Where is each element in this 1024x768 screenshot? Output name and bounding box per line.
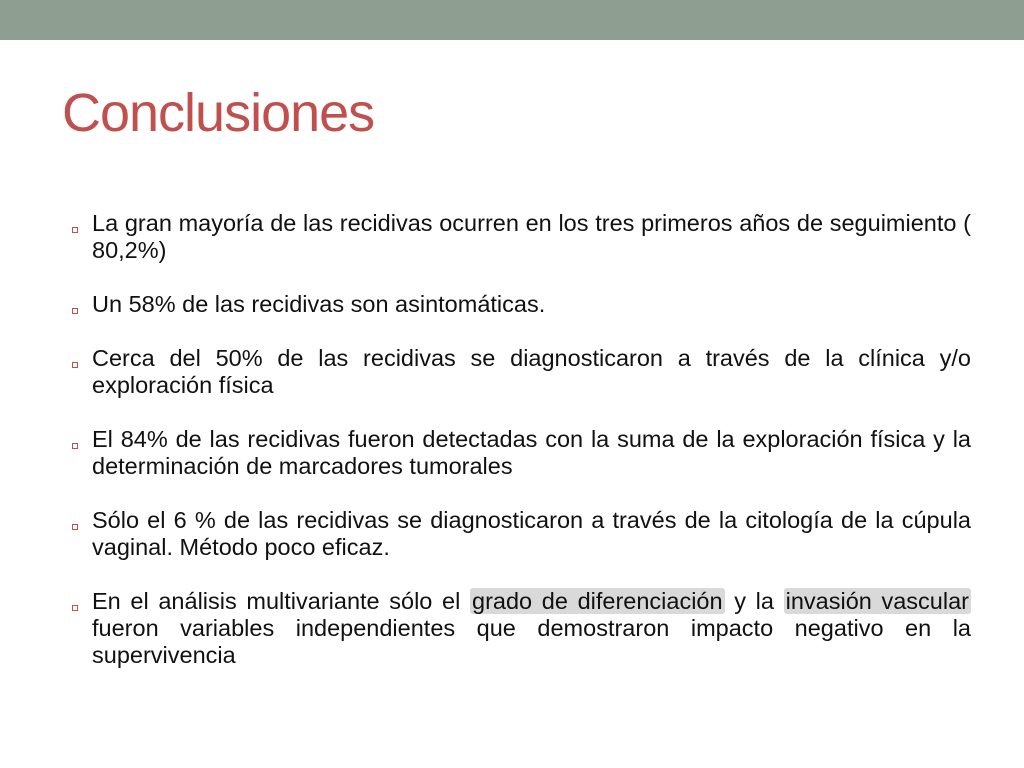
square-bullet-icon [72, 227, 78, 233]
square-bullet-icon [72, 362, 78, 368]
bullet-text: Sólo el 6 % de las recidivas se diagnosticaron a través de la citología de la cúpula vaginal. Método poco eficaz. [92, 507, 971, 560]
bullet-list [72, 210, 971, 696]
bullet-text [92, 588, 971, 668]
bullet-text: El 84% de las recidivas fueron detectadas con la suma de la exploración física y la determinación de marcadores tumorales [92, 426, 971, 479]
square-bullet-icon [72, 443, 78, 449]
bullet-item [72, 507, 971, 561]
bullet-text-part: En el análisis multivariante sólo el [92, 588, 470, 614]
bullet-text: La gran mayoría de las recidivas ocurren en los tres primeros años de seguimiento ( 80,2%) [92, 210, 971, 263]
top-accent-bar [0, 0, 1024, 40]
slide-title: Conclusiones [62, 83, 375, 143]
bullet-item [72, 210, 971, 264]
bullet-item [72, 291, 971, 318]
bullet-text-part: fueron variables independientes que demostraron impacto negativo en la supervivencia [92, 615, 971, 668]
bullet-text: Cerca del 50% de las recidivas se diagnosticaron a través de la clínica y/o exploración física [92, 345, 971, 398]
highlighted-term: grado de diferenciación [472, 588, 723, 614]
square-bullet-icon [72, 308, 78, 314]
square-bullet-icon [72, 524, 78, 530]
bullet-text: Un 58% de las recidivas son asintomáticas. [92, 291, 546, 317]
highlighted-term: invasión vascular [785, 588, 969, 614]
bullet-text-part: y la [724, 588, 784, 614]
bullet-item [72, 426, 971, 480]
bullet-item [72, 588, 971, 669]
square-bullet-icon [72, 605, 78, 611]
bullet-item [72, 345, 971, 399]
